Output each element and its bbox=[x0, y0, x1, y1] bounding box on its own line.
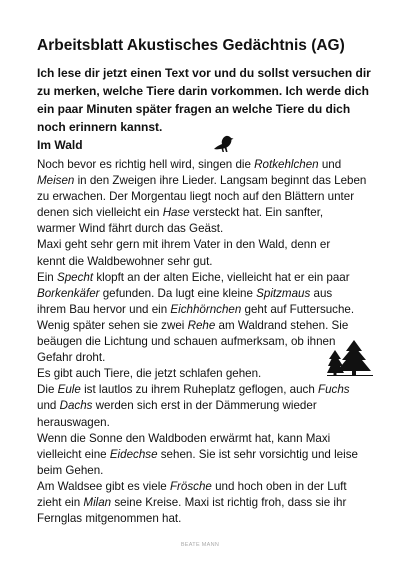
story-line bbox=[37, 237, 371, 253]
story-line bbox=[37, 463, 371, 479]
story-line bbox=[37, 495, 371, 511]
animal-name: Borkenkäfer bbox=[37, 286, 100, 300]
story-text-segment: am Waldrand stehen. Sie bbox=[215, 318, 349, 332]
story-text-segment: Ein bbox=[37, 270, 57, 284]
story-text-segment: gefunden. Da lugt eine kleine bbox=[99, 286, 257, 300]
story-text-segment: sehen. Sie ist sehr vorsichtig und leise bbox=[157, 447, 358, 461]
story-text-segment: beim Gehen. bbox=[37, 463, 104, 477]
story-text-segment: zieht ein bbox=[37, 495, 84, 509]
story-line bbox=[37, 270, 371, 286]
story-text-segment: warmer Wind fährt durch das Geäst. bbox=[37, 222, 224, 236]
story-line bbox=[37, 415, 371, 431]
story-text-segment: Wenn die Sonne den Waldboden erwärmt hat, kann Maxi bbox=[37, 431, 331, 445]
story-text-segment: Die bbox=[37, 383, 58, 397]
story-text-segment: vielleicht eine bbox=[37, 447, 110, 461]
story-text-segment: Es gibt auch Tiere, die jetzt schlafen gehen. bbox=[37, 367, 262, 381]
story-text bbox=[37, 157, 371, 527]
story-line bbox=[37, 286, 371, 302]
story-line bbox=[37, 254, 371, 270]
story-text-segment: zu erwachen. Der Morgentau liegt noch auf den Blättern unter bbox=[37, 190, 355, 204]
story-text-segment: herauswagen. bbox=[37, 415, 110, 429]
forest-icon bbox=[327, 340, 373, 376]
story-text-segment: und bbox=[318, 158, 342, 171]
story-text-segment: und hoch oben in der Luft bbox=[211, 479, 347, 493]
story-line bbox=[37, 398, 371, 414]
animal-name: Eule bbox=[57, 383, 81, 397]
animal-name: Meisen bbox=[37, 174, 75, 188]
story-text-segment: beäugen die Lichtung und schauen aufmerksam, ob ihnen bbox=[37, 335, 336, 349]
story-line bbox=[37, 382, 371, 398]
story-line bbox=[37, 511, 371, 527]
story-text-segment: kennt die Waldbewohner sehr gut. bbox=[37, 254, 213, 268]
animal-name: Fuchs bbox=[318, 383, 350, 397]
story-text-segment: Maxi geht sehr gern mit ihrem Vater in den Wald, denn er bbox=[37, 238, 331, 252]
story-line bbox=[37, 173, 371, 189]
story-line bbox=[37, 334, 371, 350]
story-line bbox=[37, 350, 371, 366]
animal-name: Specht bbox=[56, 270, 94, 284]
section-title: Im Wald bbox=[37, 138, 83, 152]
story-line bbox=[37, 447, 371, 463]
story-line bbox=[37, 431, 371, 447]
story-text-segment: seine Kreise. Maxi ist richtig froh, dass sie ihr bbox=[111, 495, 347, 509]
story-text-segment: Am Waldsee gibt es viele bbox=[37, 479, 170, 493]
story-text-segment: werden sich erst in der Dämmerung wieder bbox=[92, 399, 317, 413]
story-text-segment: Gefahr droht. bbox=[37, 351, 106, 365]
animal-name: Rotkehlchen bbox=[254, 158, 319, 171]
story-text-segment: geht auf Futtersuche. bbox=[241, 302, 355, 316]
animal-name: Hase bbox=[162, 206, 190, 220]
story-line bbox=[37, 157, 371, 173]
story-line bbox=[37, 189, 371, 205]
animal-name: Dachs bbox=[59, 399, 93, 413]
story-line bbox=[37, 366, 371, 382]
footer-author: BEATE MANN bbox=[180, 542, 220, 548]
page-title: Arbeitsblatt Akustisches Gedächtnis (AG) bbox=[37, 37, 345, 54]
animal-name: Rehe bbox=[187, 318, 216, 332]
animal-name: Frösche bbox=[169, 479, 212, 493]
story-line bbox=[37, 479, 371, 495]
animal-name: Milan bbox=[83, 495, 112, 509]
story-line bbox=[37, 302, 371, 318]
story-text-segment: Wenig später sehen sie zwei bbox=[37, 318, 188, 332]
story-text-segment: Fernglas mitgenommen hat. bbox=[37, 512, 182, 526]
story-line bbox=[37, 221, 371, 237]
story-text-segment: aus bbox=[310, 286, 333, 300]
story-text-segment: ist lautlos zu ihrem Ruheplatz geflogen, auch bbox=[80, 383, 319, 397]
story-text-segment: denen sich vielleicht ein bbox=[37, 206, 163, 220]
story-text-segment: in den Zweigen ihre Lieder. Langsam beginnt das Leben bbox=[74, 174, 367, 188]
animal-name: Eichhörnchen bbox=[170, 302, 242, 316]
story-text-segment: klopft an der alten Eiche, vielleicht hat er ein paar bbox=[93, 270, 350, 284]
story-text-segment: versteckt hat. Ein sanfter, bbox=[189, 206, 324, 220]
story-text-segment: Noch bevor es richtig hell wird, singen die bbox=[37, 158, 255, 171]
instruction-text: Ich lese dir jetzt einen Text vor und du sollst versuchen dir zu merken, welche Tiere darin vorkommen. Ich werde dich ein paar Minuten später fragen an welche Tiere du dich noch erinnern kannst. bbox=[37, 66, 371, 134]
story-line bbox=[37, 205, 371, 221]
story-line bbox=[37, 318, 371, 334]
story-text-segment: und bbox=[37, 399, 60, 413]
bird-icon bbox=[212, 134, 234, 154]
animal-name: Eidechse bbox=[109, 447, 158, 461]
story-text-segment: ihrem Bau hervor und ein bbox=[37, 302, 171, 316]
animal-name: Spitzmaus bbox=[256, 286, 311, 300]
